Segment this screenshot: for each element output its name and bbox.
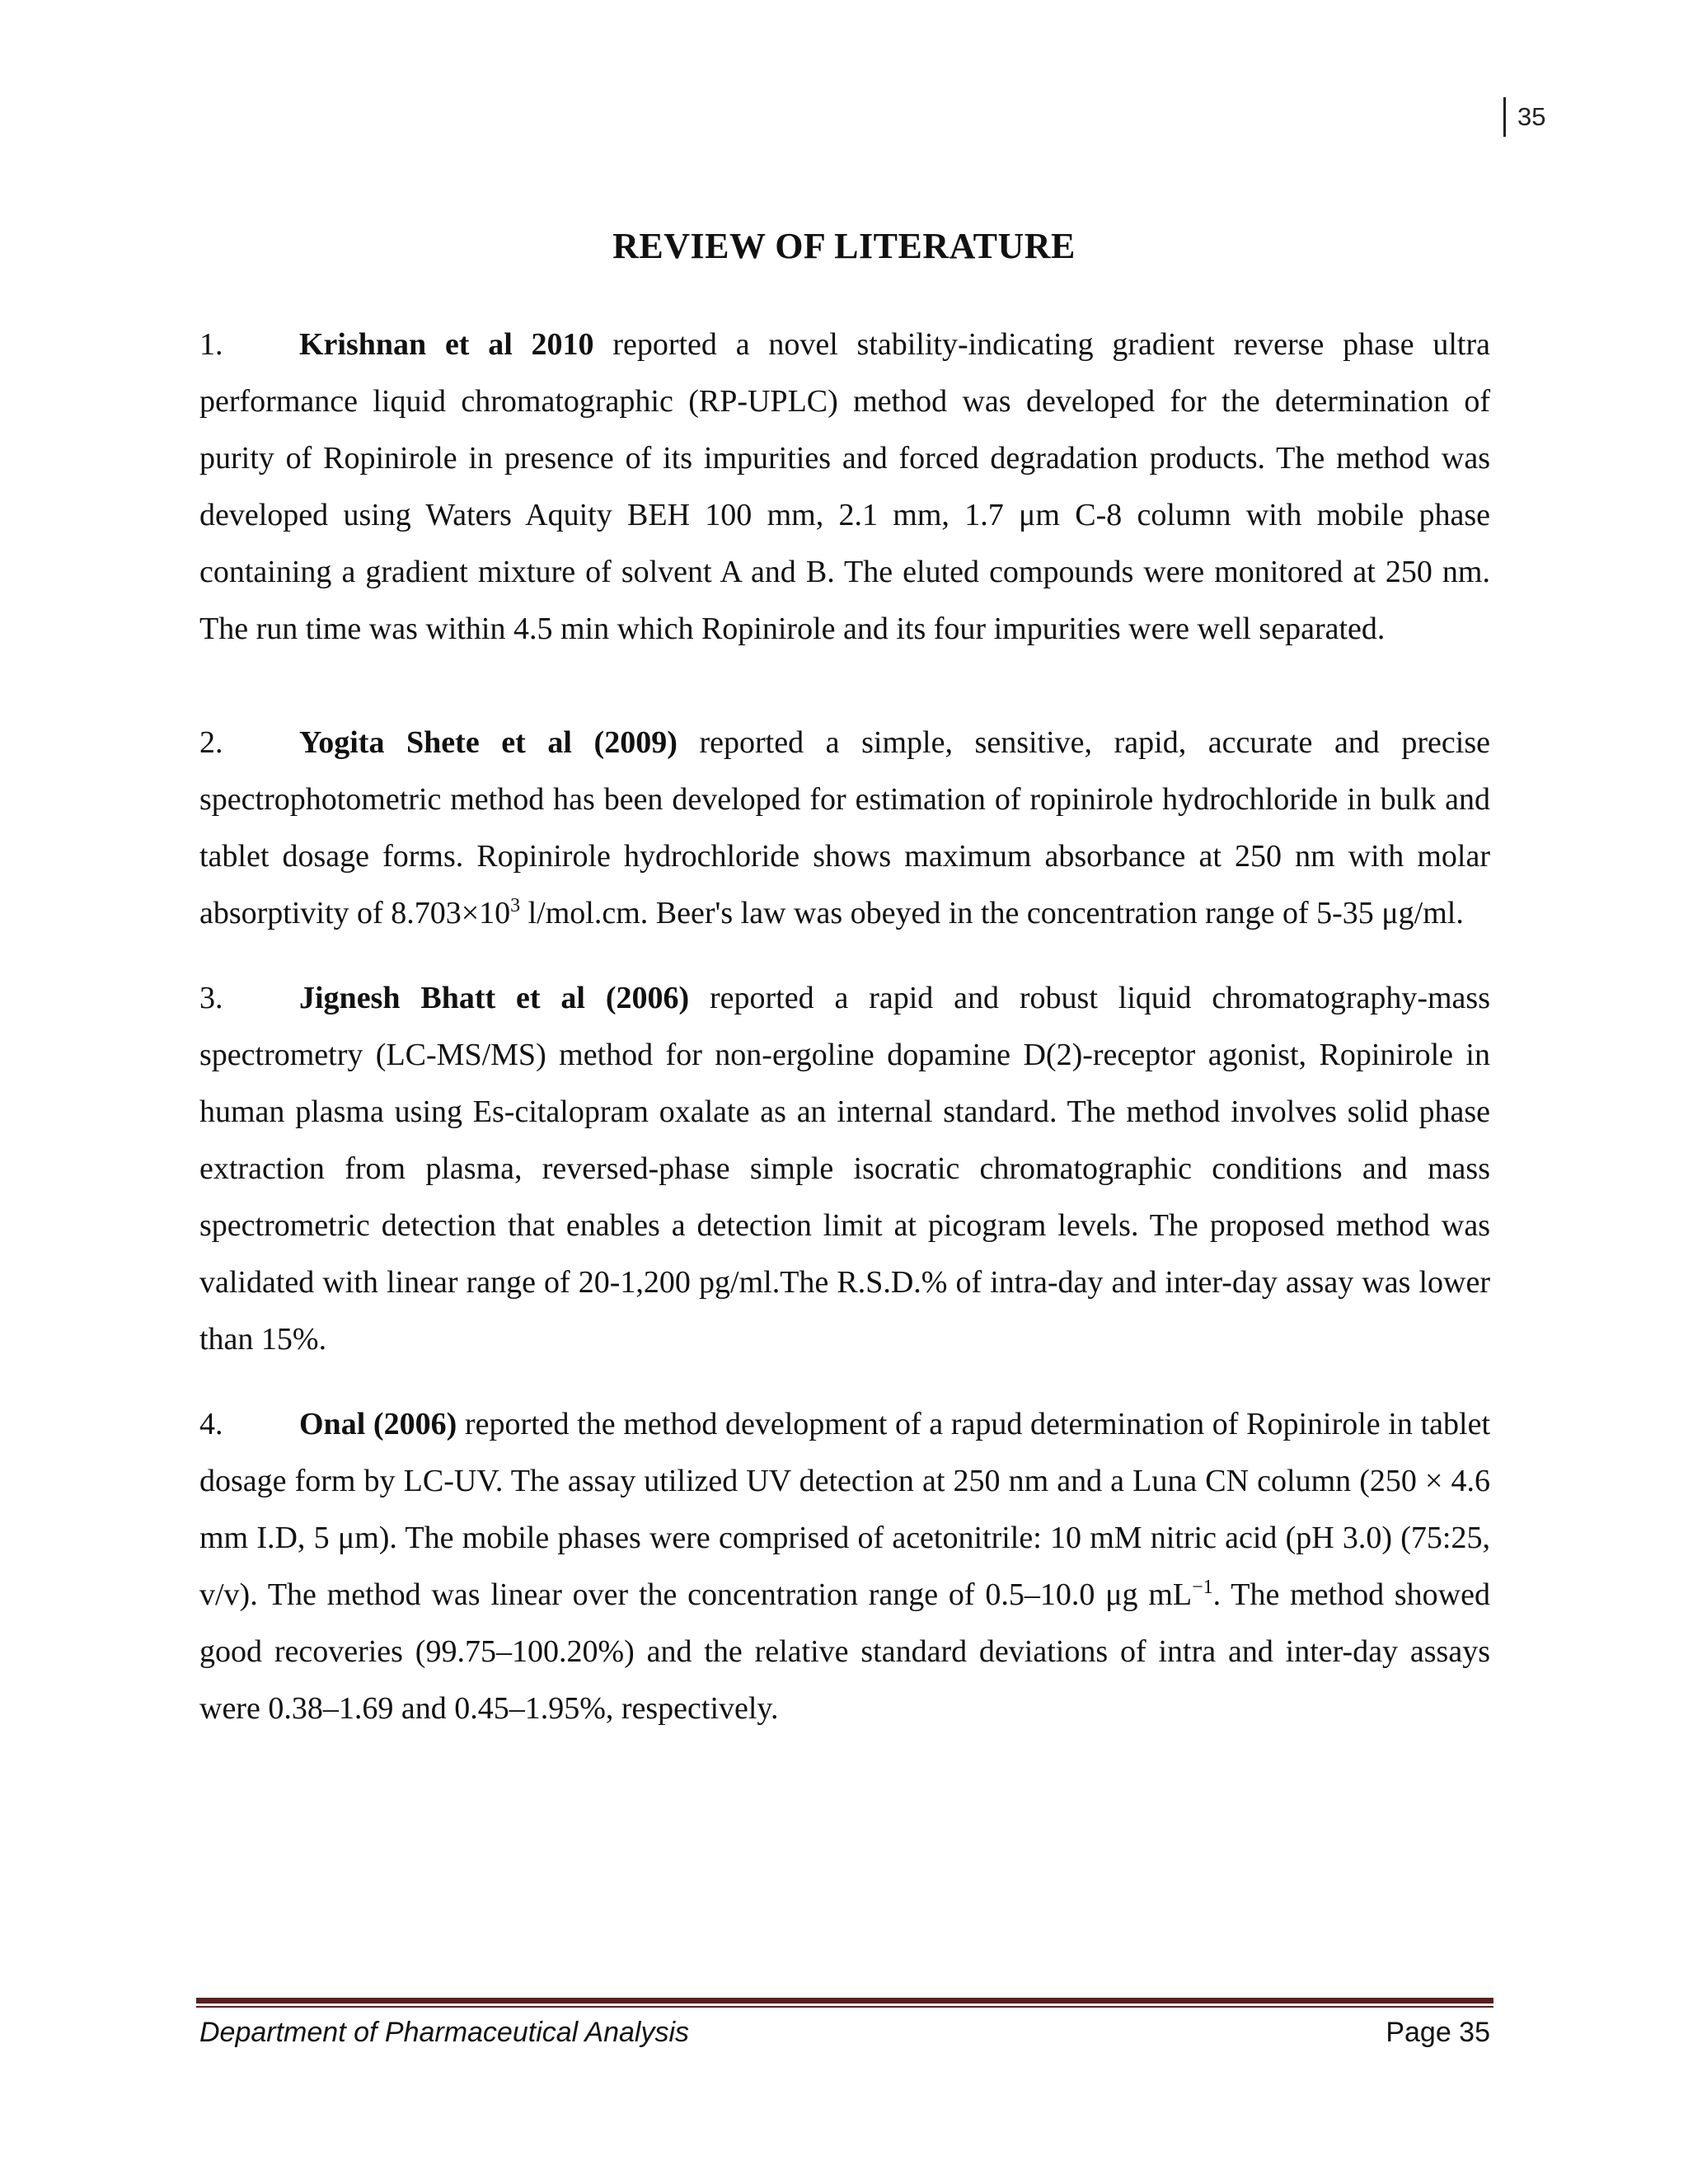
entry-text-continued: l/mol.cm. Beer's law was obeyed in the concentration range of 5-35 μg/ml. — [520, 896, 1464, 930]
entry-text: reported a novel stability-indicating gradient reverse phase ultra performance liquid chromatographic (RP-UPLC) method was developed for the determination of purity of Ropinirole in presence of its impurities and forced degradation products. The method was developed using Waters Aquity BEH 100 mm, 2.1 mm, 1.7 μm C-8 column with mobile phase containing a gradient mixture of solvent A and B. The eluted compounds were monitored at 250 nm. The run time was within 4.5 min which Ropinirole and its four impurities were well separated. — [199, 327, 1491, 646]
review-entry-1 — [199, 316, 1490, 658]
page-title: REVIEW OF LITERATURE — [612, 226, 1076, 267]
footer-divider — [196, 1998, 1493, 2008]
entry-superscript: −1 — [1192, 1577, 1213, 1598]
header-page-number: 35 — [1503, 97, 1545, 137]
footer-divider-thick — [196, 1998, 1493, 2004]
entry-superscript: 3 — [510, 895, 521, 916]
entry-text: reported a simple, sensitive, rapid, accurate and precise spectrophotometric method has been developed for estimation of ropinirole hydrochloride in bulk and tablet dosage forms. Ropinirole hydrochloride shows maximum absorbance at 250 nm with molar absorptivity of 8.703×10 — [199, 725, 1491, 930]
entry-text: reported the method development of a rapud determination of Ropinirole in tablet dosage form by LC-UV. The assay utilized UV detection at 250 nm and a Luna CN column (250 × 4.6 mm I.D, 5 μm). The mobile phases were comprised of acetonitrile: 10 mM nitric acid (pH 3.0) (75:25, v/v). The method was linear over the concentration range of 0.5–10.0 μg mL — [199, 1407, 1490, 1612]
review-entry-3 — [199, 970, 1490, 1368]
footer-divider-thin — [196, 2006, 1493, 2008]
entry-number: 2. — [199, 725, 223, 760]
literature-review-list — [199, 316, 1490, 1737]
review-entry-4 — [199, 1396, 1490, 1737]
footer-department: Department of Pharmaceutical Analysis — [199, 2017, 690, 2048]
entry-author: Jignesh Bhatt et al (2006) — [299, 981, 690, 1015]
entry-text: reported a rapid and robust liquid chromatography-mass spectrometry (LC-MS/MS) method for non-ergoline dopamine D(2)-receptor agonist, Ropinirole in human plasma using Es-citalopram oxalate as an internal standard. The method involves solid phase extraction from plasma, reversed-phase simple isocratic chromatographic conditions and mass spectrometric detection that enables a detection limit at picogram levels. The proposed method was validated with linear range of 20-1,200 pg/ml.The R.S.D.% of intra-day and inter-day assay was lower than 15%. — [199, 981, 1490, 1357]
review-entry-2 — [199, 715, 1490, 942]
entry-number: 3. — [199, 981, 223, 1015]
page-footer — [199, 2013, 1490, 2052]
entry-author: Krishnan et al 2010 — [299, 327, 594, 362]
entry-author: Onal (2006) — [299, 1407, 457, 1441]
entry-text-continued: . The method showed good recoveries (99.75–100.20%) and the relative standard deviations of intra and inter-day assays were 0.38–1.69 and 0.45–1.95%, respectively. — [199, 1577, 1490, 1726]
entry-author: Yogita Shete et al (2009) — [299, 725, 678, 760]
entry-number: 4. — [199, 1407, 223, 1441]
entry-number: 1. — [199, 327, 223, 362]
footer-page-label: Page 35 — [1386, 2017, 1490, 2048]
